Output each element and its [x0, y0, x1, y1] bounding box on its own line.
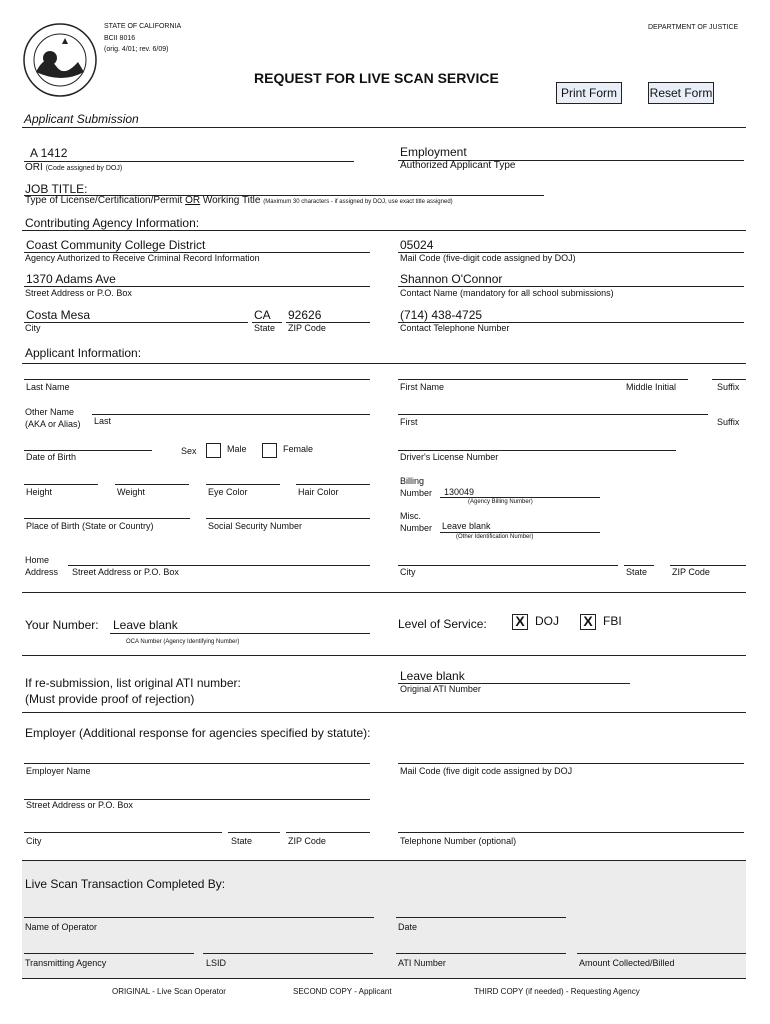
employer-state-line	[228, 832, 280, 833]
employer-name-line	[24, 763, 370, 764]
ati-label: ATI Number	[398, 958, 446, 968]
divider	[22, 860, 746, 861]
transmitting-agency-label: Transmitting Agency	[25, 958, 107, 968]
height-label: Height	[26, 487, 53, 497]
employer-phone-label: Telephone Number (optional)	[400, 836, 517, 846]
home-city-label: City	[400, 567, 416, 577]
agency-field[interactable]: Coast Community College District	[26, 238, 206, 252]
form-revision: (orig. 4/01; rev. 6/09)	[104, 46, 169, 53]
divider	[22, 655, 746, 656]
middle-initial-label: Middle Initial	[626, 382, 677, 392]
oca-note: OCA Number (Agency Identifying Number)	[126, 639, 240, 645]
contact-name-line	[398, 286, 744, 287]
eye-line	[206, 484, 280, 485]
street-line	[24, 286, 370, 287]
department-label: DEPARTMENT OF JUSTICE	[648, 24, 739, 31]
eye-label: Eye Color	[208, 487, 248, 497]
dl-line	[398, 450, 676, 451]
first-name-label: First Name	[400, 382, 445, 392]
ori-field[interactable]: A 1412	[30, 146, 68, 160]
female-checkbox[interactable]	[262, 443, 277, 458]
applicant-type-label: Authorized Applicant Type	[400, 160, 516, 171]
transmitting-agency-line	[24, 953, 194, 954]
divider	[22, 712, 746, 713]
employer-street-label: Street Address or P.O. Box	[26, 800, 133, 810]
form-id: BCII 8016	[104, 35, 136, 42]
weight-line	[115, 484, 189, 485]
sex-label: Sex	[181, 446, 197, 456]
hair-label: Hair Color	[298, 487, 339, 497]
zip-field[interactable]: 92626	[288, 308, 322, 322]
doj-checkbox[interactable]: X	[512, 614, 528, 630]
employer-zip-label: ZIP Code	[288, 836, 326, 846]
billing-note: (Agency Billing Number)	[468, 499, 533, 505]
resubmission-text: If re-submission, list original ATI number: (Must provide proof of rejection)	[25, 676, 241, 706]
other-first-label: First	[400, 417, 418, 427]
state-seal	[22, 22, 98, 98]
fbi-checkbox[interactable]: X	[580, 614, 596, 630]
footer-third: THIRD COPY (if needed) - Requesting Agency	[474, 987, 640, 996]
agency-label: Agency Authorized to Receive Criminal Record Information	[25, 253, 260, 263]
home-state-label: State	[626, 567, 648, 577]
date-line	[396, 917, 566, 918]
your-number-line	[110, 633, 370, 634]
phone-label: Contact Telephone Number	[400, 323, 510, 333]
original-ati-label: Original ATI Number	[400, 684, 481, 694]
female-label: Female	[283, 444, 314, 454]
male-checkbox[interactable]	[206, 443, 221, 458]
home-state-line	[624, 565, 654, 566]
state-field[interactable]: CA	[254, 308, 271, 322]
employer-phone-line	[398, 832, 744, 833]
lsid-label: LSID	[206, 958, 227, 968]
operator-line	[24, 917, 374, 918]
applicant-type-field[interactable]: Employment	[400, 145, 467, 159]
state-label: STATE OF CALIFORNIA	[104, 23, 182, 30]
mail-code-field[interactable]: 05024	[400, 238, 434, 252]
other-first-line	[398, 414, 708, 415]
live-scan-heading: Live Scan Transaction Completed By:	[25, 877, 226, 891]
divider	[22, 230, 746, 231]
home-street-line	[68, 565, 370, 566]
doj-label: DOJ	[535, 614, 559, 628]
street-label: Street Address or P.O. Box	[25, 288, 132, 298]
level-of-service-label: Level of Service:	[398, 617, 487, 631]
hair-line	[296, 484, 370, 485]
fbi-label: FBI	[603, 614, 622, 628]
your-number-label: Your Number:	[25, 618, 99, 632]
pob-line	[24, 518, 190, 519]
pob-label: Place of Birth (State or Country)	[26, 521, 154, 531]
divider	[22, 363, 746, 364]
first-name-line	[398, 379, 688, 380]
page-title: REQUEST FOR LIVE SCAN SERVICE	[254, 70, 499, 86]
job-title-field[interactable]: JOB TITLE:	[25, 182, 88, 196]
phone-field[interactable]: (714) 438-4725	[400, 308, 483, 322]
your-number-field[interactable]: Leave blank	[113, 618, 178, 632]
lsid-line	[203, 953, 373, 954]
other-suffix-label: Suffix	[717, 417, 740, 427]
footer-original: ORIGINAL - Live Scan Operator	[112, 987, 226, 996]
last-name-label: Last Name	[26, 382, 70, 392]
other-name-label: Other Name (AKA or Alias)	[25, 407, 81, 429]
city-line	[24, 322, 248, 323]
employer-city-line	[24, 832, 222, 833]
zip-label: ZIP Code	[288, 323, 326, 333]
footer-second: SECOND COPY - Applicant	[293, 987, 392, 996]
dl-label: Driver's License Number	[400, 452, 499, 462]
original-ati-field[interactable]: Leave blank	[400, 669, 465, 683]
billing-line	[440, 497, 600, 498]
employer-heading: Employer (Additional response for agencies specified by statute):	[25, 726, 371, 740]
employer-state-label: State	[231, 836, 253, 846]
job-title-label: Type of License/Certification/Permit OR Working Title (Maximum 30 characters - if assigned by DOJ, use exact title assigned)	[25, 195, 453, 206]
home-city-line	[398, 565, 618, 566]
misc-line	[440, 532, 600, 533]
divider	[22, 127, 746, 128]
home-zip-line	[670, 565, 746, 566]
section-applicant-submission: Applicant Submission	[24, 112, 139, 126]
employer-zip-line	[286, 832, 370, 833]
home-address-label: Home Address	[25, 555, 59, 577]
suffix-label: Suffix	[717, 382, 740, 392]
employer-mail-label: Mail Code (five digit code assigned by DOJ	[400, 766, 573, 776]
home-street-label: Street Address or P.O. Box	[72, 567, 179, 577]
height-line	[24, 484, 98, 485]
male-label: Male	[227, 444, 247, 454]
city-field[interactable]: Costa Mesa	[26, 308, 91, 322]
ori-label: ORI (Code assigned by DOJ)	[25, 162, 123, 173]
divider	[22, 978, 746, 979]
other-last-line	[92, 414, 370, 415]
contributing-heading: Contributing Agency Information:	[25, 216, 200, 230]
applicant-heading: Applicant Information:	[25, 346, 142, 360]
amount-label: Amount Collected/Billed	[579, 958, 675, 968]
date-label: Date	[398, 922, 418, 932]
weight-label: Weight	[117, 487, 145, 497]
ati-line	[396, 953, 566, 954]
operator-label: Name of Operator	[25, 922, 98, 932]
dob-line	[24, 450, 152, 451]
reset-form-button[interactable]: Reset Form	[648, 82, 714, 104]
dob-label: Date of Birth	[26, 452, 77, 462]
contact-name-field[interactable]: Shannon O'Connor	[400, 272, 503, 286]
city-label: City	[25, 323, 41, 333]
state-label-field: State	[254, 323, 276, 333]
misc-field[interactable]: Leave blank	[442, 521, 491, 531]
ssn-line	[206, 518, 370, 519]
ssn-label: Social Security Number	[208, 521, 303, 531]
employer-name-label: Employer Name	[26, 766, 91, 776]
mail-code-label: Mail Code (five-digit code assigned by DOJ)	[400, 253, 576, 263]
misc-note: (Other Identification Number)	[456, 534, 534, 540]
home-zip-label: ZIP Code	[672, 567, 710, 577]
suffix-line	[712, 379, 746, 380]
divider	[22, 592, 746, 593]
employer-city-label: City	[26, 836, 42, 846]
print-form-button[interactable]: Print Form	[556, 82, 622, 104]
misc-label: Misc. Number	[400, 511, 433, 533]
billing-field[interactable]: 130049	[444, 487, 475, 497]
billing-label: Billing Number	[400, 476, 433, 498]
street-field[interactable]: 1370 Adams Ave	[26, 272, 116, 286]
other-last-label: Last	[94, 416, 112, 426]
last-name-line	[24, 379, 370, 380]
contact-name-label: Contact Name (mandatory for all school submissions)	[400, 288, 614, 298]
amount-line	[577, 953, 746, 954]
employer-mail-line	[398, 763, 744, 764]
